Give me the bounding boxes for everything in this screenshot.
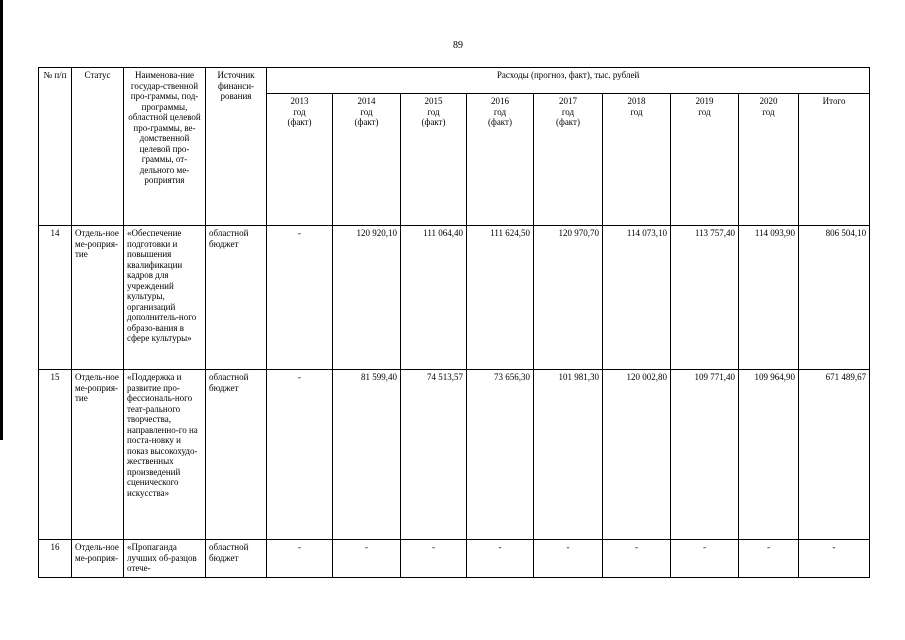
row-value: - — [534, 540, 603, 578]
row-value: 111 624,50 — [467, 226, 534, 370]
row-total: - — [799, 540, 870, 578]
header-year: 2018 год — [603, 94, 671, 226]
row-value: - — [267, 370, 333, 540]
row-status: Отдель-ное ме-роприя- — [72, 540, 124, 578]
header-num: № п/п — [39, 68, 72, 226]
header-total: Итого — [799, 94, 870, 226]
row-source: областной бюджет — [206, 540, 267, 578]
row-value: - — [603, 540, 671, 578]
page-number: 89 — [453, 40, 463, 51]
row-value: 114 073,10 — [603, 226, 671, 370]
budget-table — [38, 67, 870, 578]
header-year: 2016 год (факт) — [467, 94, 534, 226]
row-value: - — [671, 540, 739, 578]
row-num: 16 — [39, 540, 72, 578]
row-value: 74 513,57 — [401, 370, 467, 540]
header-year: 2014 год (факт) — [333, 94, 401, 226]
header-row-1 — [39, 68, 870, 94]
row-value: - — [267, 540, 333, 578]
row-value: - — [467, 540, 534, 578]
row-value: 109 771,40 — [671, 370, 739, 540]
header-year: 2013 год (факт) — [267, 94, 333, 226]
row-value: 81 599,40 — [333, 370, 401, 540]
row-value: 120 970,70 — [534, 226, 603, 370]
row-value: - — [333, 540, 401, 578]
row-value: 113 757,40 — [671, 226, 739, 370]
header-year: 2019 год — [671, 94, 739, 226]
page-left-border — [0, 0, 3, 440]
header-year: 2015 год (факт) — [401, 94, 467, 226]
row-num: 15 — [39, 370, 72, 540]
header-source: Источник финанси-рования — [206, 68, 267, 226]
row-value: 120 920,10 — [333, 226, 401, 370]
row-name: «Обеспечение подготовки и повышения квалификации кадров для учреждений культуры, организаций дополнитель-ного образо-вания в сфере культуры» — [124, 226, 206, 370]
header-year: 2017 год (факт) — [534, 94, 603, 226]
header-expenses: Расходы (прогноз, факт), тыс. рублей — [267, 68, 870, 94]
row-value: - — [401, 540, 467, 578]
row-num: 14 — [39, 226, 72, 370]
row-name: «Пропаганда лучших об-разцов отече- — [124, 540, 206, 578]
row-value: - — [267, 226, 333, 370]
row-value: 73 656,30 — [467, 370, 534, 540]
table-row — [39, 370, 870, 540]
table-row — [39, 226, 870, 370]
table-row — [39, 540, 870, 578]
header-name: Наименова-ние государ-ственной про-граммы, под-программы, областной целевой про-граммы, ве-домственной целевой про-граммы, от-дельного ме-роприятия — [124, 68, 206, 226]
row-status: Отдель-ное ме-роприя-тие — [72, 226, 124, 370]
row-value: 120 002,80 — [603, 370, 671, 540]
row-value: 114 093,90 — [739, 226, 799, 370]
row-source: областной бюджет — [206, 226, 267, 370]
row-total: 806 504,10 — [799, 226, 870, 370]
row-total: 671 489,67 — [799, 370, 870, 540]
row-value: 111 064,40 — [401, 226, 467, 370]
row-name: «Поддержка и развитие про-фессиональ-ного теат-рального творчества, направленно-го на поста-новку и показ высокохудо-жественных произведений сценического искусства» — [124, 370, 206, 540]
row-value: - — [739, 540, 799, 578]
row-status: Отдель-ное ме-роприя-тие — [72, 370, 124, 540]
row-value: 101 981,30 — [534, 370, 603, 540]
header-year: 2020 год — [739, 94, 799, 226]
row-value: 109 964,90 — [739, 370, 799, 540]
header-status: Статус — [72, 68, 124, 226]
row-source: областной бюджет — [206, 370, 267, 540]
